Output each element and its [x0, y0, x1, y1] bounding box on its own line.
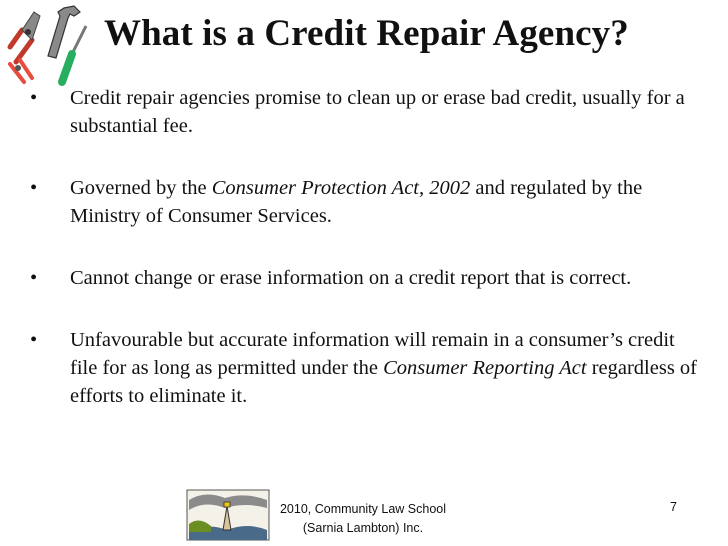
- bullet-text-post: regardless of efforts to eliminate it.: [70, 357, 698, 407]
- bullet-list: [30, 84, 700, 444]
- bullet-item: [30, 326, 700, 410]
- page-number: 7: [670, 500, 677, 514]
- slide-title: What is a Credit Repair Agency?: [104, 13, 629, 54]
- tools-icon: [2, 2, 102, 90]
- bullet-item: [30, 174, 700, 230]
- bullet-text-post: and regulated by the Ministry of Consumer Services.: [70, 177, 643, 227]
- bullet-text-pre: Unfavourable but accurate information will remain in a consumer’s credit file for as long as permitted under the: [70, 329, 675, 379]
- slide-footer: [0, 488, 728, 546]
- bullet-marker: •: [30, 267, 38, 289]
- bullet-item: [30, 84, 700, 140]
- footer-line-2: (Sarnia Lambton) Inc.: [302, 521, 424, 535]
- bullet-marker: •: [30, 87, 38, 109]
- bullet-act-name: Consumer Reporting Act: [383, 357, 587, 379]
- bullet-text: Cannot change or erase information on a credit report that is correct.: [70, 267, 632, 289]
- footer-line-1: 2010, Community Law School: [279, 502, 447, 516]
- footer-credit: [260, 500, 466, 538]
- bullet-marker: •: [30, 177, 38, 199]
- lighthouse-logo-icon: [185, 488, 271, 542]
- bullet-act-name: Consumer Protection Act, 2002: [211, 177, 471, 199]
- bullet-item: [30, 264, 700, 292]
- bullet-text: Credit repair agencies promise to clean up or erase bad credit, usually for a substantial fee.: [70, 87, 685, 137]
- bullet-text-pre: Governed by the: [70, 177, 212, 199]
- bullet-marker: •: [30, 329, 38, 351]
